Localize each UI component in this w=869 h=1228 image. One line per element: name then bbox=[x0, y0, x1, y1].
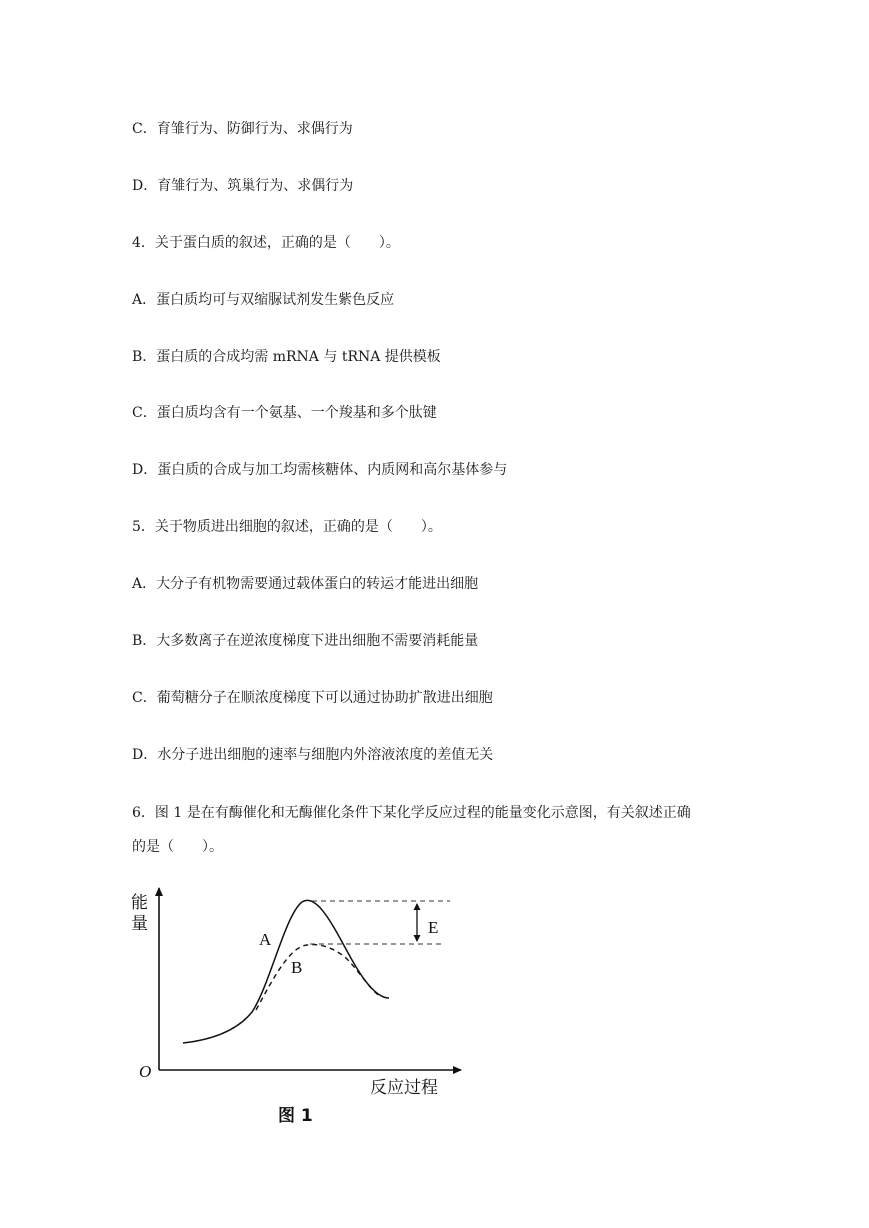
curve-b bbox=[256, 945, 380, 1010]
option-3d: D．育雏行为、筑巢行为、求偶行为 bbox=[132, 178, 354, 194]
origin-label: O bbox=[139, 1062, 152, 1081]
curve-b-label: B bbox=[291, 958, 303, 977]
option-4b: B．蛋白质的合成均需 mRNA 与 tRNA 提供模板 bbox=[132, 349, 441, 365]
question-6-stem-line2: 的是（ ）。 bbox=[132, 839, 223, 855]
option-5a: A．大分子有机物需要通过载体蛋白的转运才能进出细胞 bbox=[132, 576, 479, 592]
figure-caption: 图 1 bbox=[278, 1106, 313, 1126]
option-4a: A．蛋白质均可与双缩脲试剂发生紫色反应 bbox=[132, 292, 395, 308]
option-5b: B．大多数离子在逆浓度梯度下进出细胞不需要消耗能量 bbox=[132, 633, 479, 649]
y-axis-label-2: 量 bbox=[131, 914, 148, 934]
question-5-stem: 5．关于物质进出细胞的叙述，正确的是（ ）。 bbox=[132, 519, 442, 535]
option-4d: D．蛋白质的合成与加工均需核糖体、内质网和高尔基体参与 bbox=[132, 462, 508, 478]
curve-a-label: A bbox=[259, 930, 272, 949]
question-4-stem: 4．关于蛋白质的叙述，正确的是（ ）。 bbox=[132, 235, 400, 251]
gap-label: E bbox=[428, 918, 439, 937]
option-5c: C．葡萄糖分子在顺浓度梯度下可以通过协助扩散进出细胞 bbox=[132, 690, 493, 706]
x-axis-label: 反应过程 bbox=[370, 1078, 438, 1098]
y-axis-label-1: 能 bbox=[131, 893, 148, 913]
question-6-stem-line1: 6．图 1 是在有酶催化和无酶催化条件下某化学反应过程的能量变化示意图，有关叙述正确 bbox=[132, 805, 691, 821]
option-4c: C．蛋白质均含有一个氨基、一个羧基和多个肽键 bbox=[132, 405, 437, 421]
option-3c: C．育雏行为、防御行为、求偶行为 bbox=[132, 121, 353, 137]
option-5d: D．水分子进出细胞的速率与细胞内外溶液浓度的差值无关 bbox=[132, 747, 494, 763]
